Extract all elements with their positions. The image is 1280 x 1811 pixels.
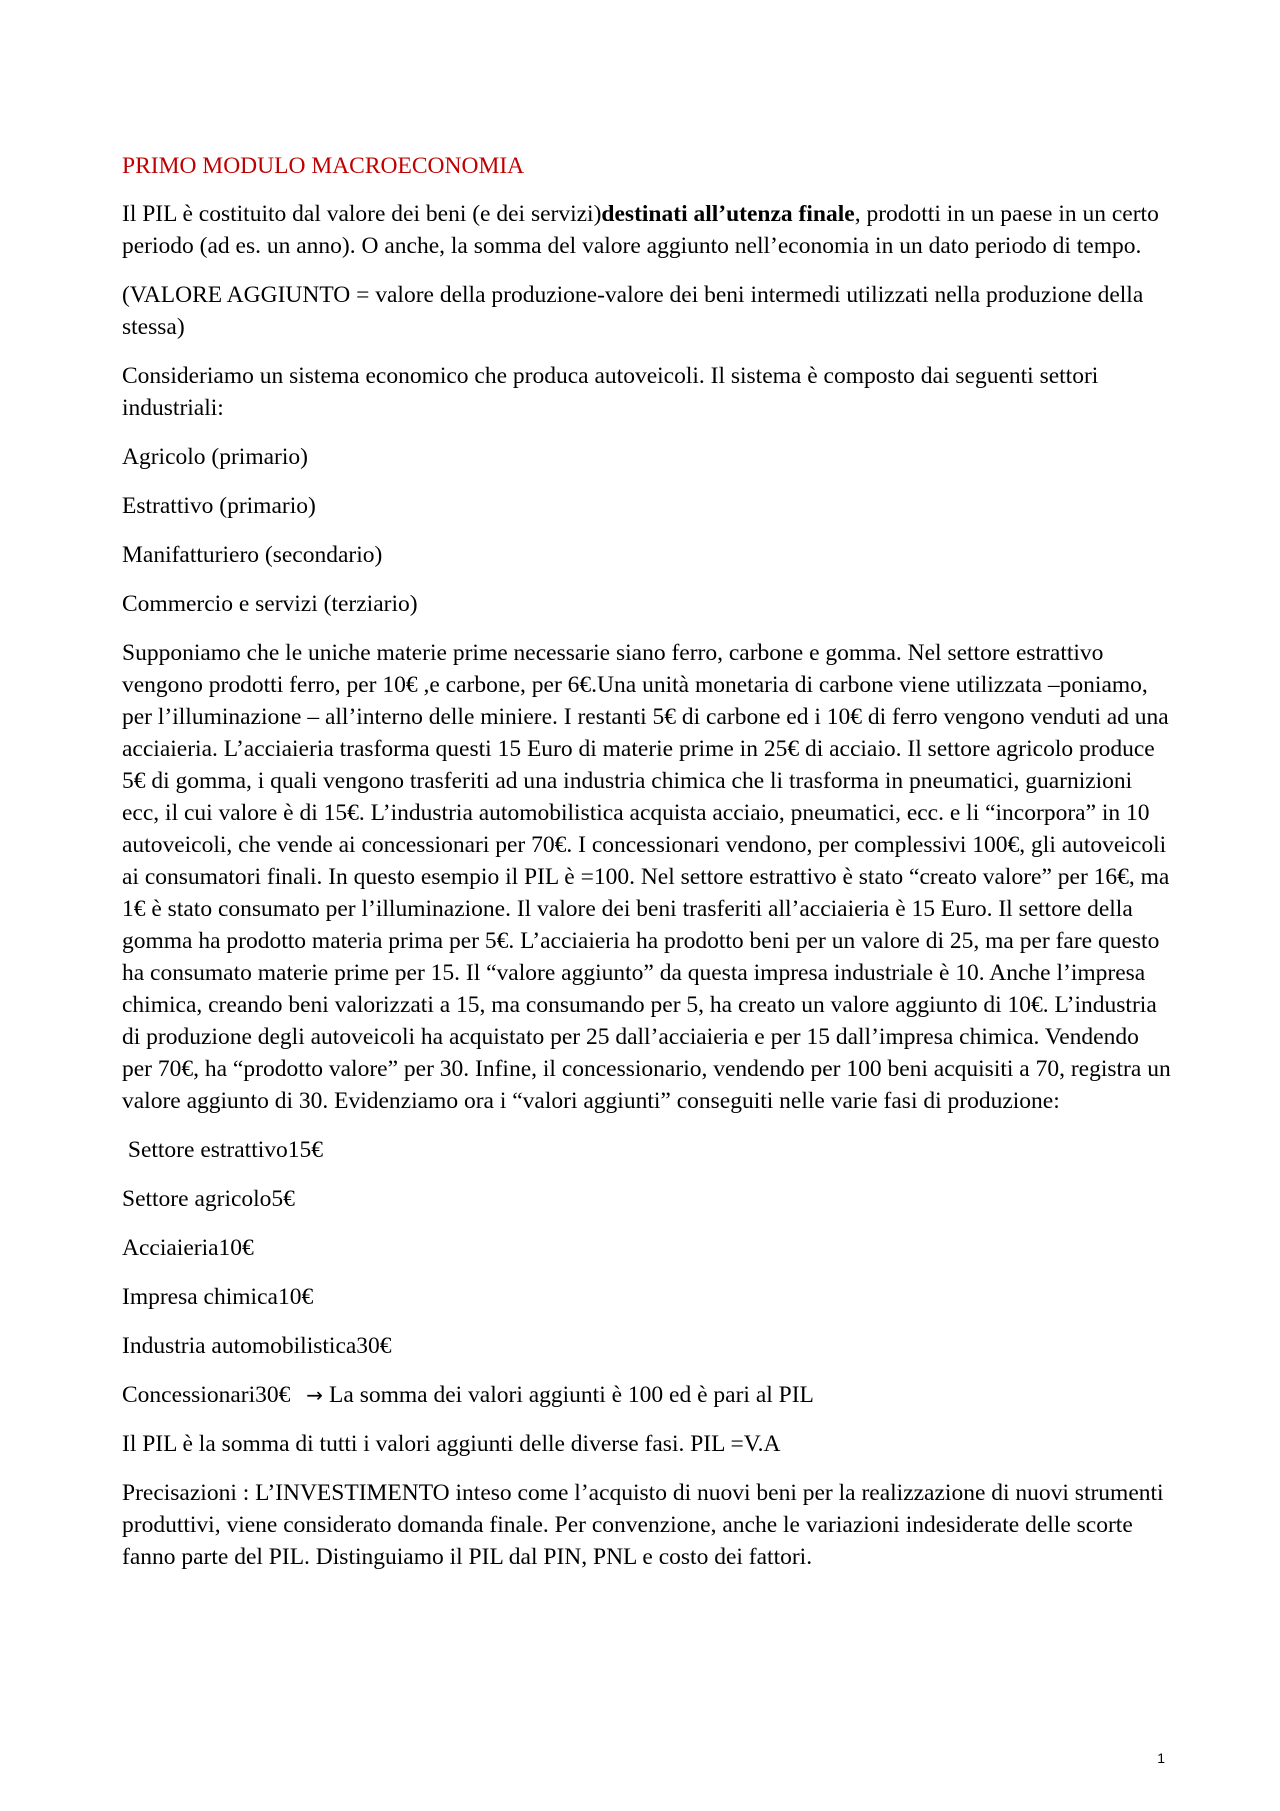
paragraph-esempio: Supponiamo che le uniche materie prime necessarie siano ferro, carbone e gomma. Nel settore estrattivo vengono prodotti ferro, per 10€ ,e carbone, per 6€.Una unità monetaria di carbone viene utilizzata –poniamo, per l’illuminazione – all’interno delle miniere. I restanti 5€ di carbone ed i 10€ di ferro vengono venduti ad una acciaieria. L’acciaieria trasforma questi 15 Euro di materie prime in 25€ di acciaio. Il settore agricolo produce 5€ di gomma, i quali vengono trasferiti ad una industria chimica che li trasforma in pneumatici, guarnizioni ecc, il cui valore è di 15€. L’industria automobilistica acquista acciaio, pneumatici, ecc. e li “incorpora” in 10 autoveicoli, che vende ai concessionari per 70€. I concessionari vendono, per complessivi 100€, gli autoveicoli ai consumatori finali. In questo esempio il PIL è =100. Nel settore estrattivo è stato “creato valore” per 16€, ma 1€ è stato consumato per l’illuminazione. Il valore dei beni trasferiti all’acciaieria è 15 Euro. Il settore della gomma ha prodotto materia prima per 5€. L’acciaieria ha prodotto beni per un valore di 25, ma per fare questo ha consumato materie prime per 15. Il “valore aggiunto” da questa impresa industriale è 10. Anche l’impresa chimica, creando beni valorizzati a 15, ma consumando per 5, ha creato un valore aggiunto di 10€. L’industria di produzione degli autoveicoli ha acquistato per 25 dall’acciaieria e per 15 dall’impresa chimica. Vendendo per 70€, ha “prodotto valore” per 30. Infine, il concessionario, vendendo per 100 beni acquisiti a 70, registra un valore aggiunto di 30. Evidenziamo ora i “valori aggiunti” conseguiti nelle varie fasi di produzione:	[122, 640, 1171, 1114]
pil-definition-end: , prodotti in un paese in un certo periodo (ad es. un anno). O anche, la somma del valore aggiunto nell’economia in un dato periodo di tempo.	[122, 201, 1159, 259]
paragraph-sistema-economico: Consideriamo un sistema economico che produca autoveicoli. Il sistema è composto dai seguenti settori industriali:	[122, 363, 1099, 421]
somma-note: La somma dei valori aggiunti è 100 ed è pari al PIL	[329, 1382, 814, 1408]
paragraph-pil-somma: Il PIL è la somma di tutti i valori aggiunti delle diverse fasi. PIL =V.A	[122, 1431, 781, 1457]
sector-item: Commercio e servizi (terziario)	[122, 591, 418, 617]
value-added-item: Settore agricolo5€	[122, 1186, 295, 1212]
value-added-item: Settore estrattivo15€	[122, 1137, 324, 1163]
paragraph-pil-definition	[122, 198, 1172, 262]
pil-definition-bold: destinati all’utenza finale	[601, 201, 855, 227]
value-added-item: Impresa chimica10€	[122, 1284, 314, 1310]
sector-item: Agricolo (primario)	[122, 444, 308, 470]
pil-definition-start: Il PIL è costituito dal valore dei beni (e dei servizi)	[122, 201, 602, 227]
paragraph-precisazioni: Precisazioni : L’INVESTIMENTO inteso come l’acquisto di nuovi beni per la realizzazione di nuovi strumenti produttivi, viene considerato domanda finale. Per convenzione, anche le variazioni indesiderate delle scorte fanno parte del PIL. Distinguiamo il PIL dal PIN, PNL e costo dei fattori.	[122, 1480, 1164, 1570]
document-title: PRIMO MODULO MACROECONOMIA	[122, 153, 525, 179]
paragraph-valore-aggiunto: (VALORE AGGIUNTO = valore della produzione-valore dei beni intermedi utilizzati nella produzione della stessa)	[122, 282, 1144, 340]
sector-item: Manifatturiero (secondario)	[122, 542, 383, 568]
page-number: 1	[1157, 1750, 1165, 1766]
value-added-item-last	[122, 1379, 1172, 1411]
value-added-item: Industria automobilistica30€	[122, 1333, 392, 1359]
sector-item: Estrattivo (primario)	[122, 493, 316, 519]
value-added-item: Acciaieria10€	[122, 1235, 254, 1261]
arrow-right-icon: →	[306, 1383, 324, 1407]
document-body	[122, 150, 1172, 1590]
concessionari-label: Concessionari30€	[122, 1382, 297, 1408]
